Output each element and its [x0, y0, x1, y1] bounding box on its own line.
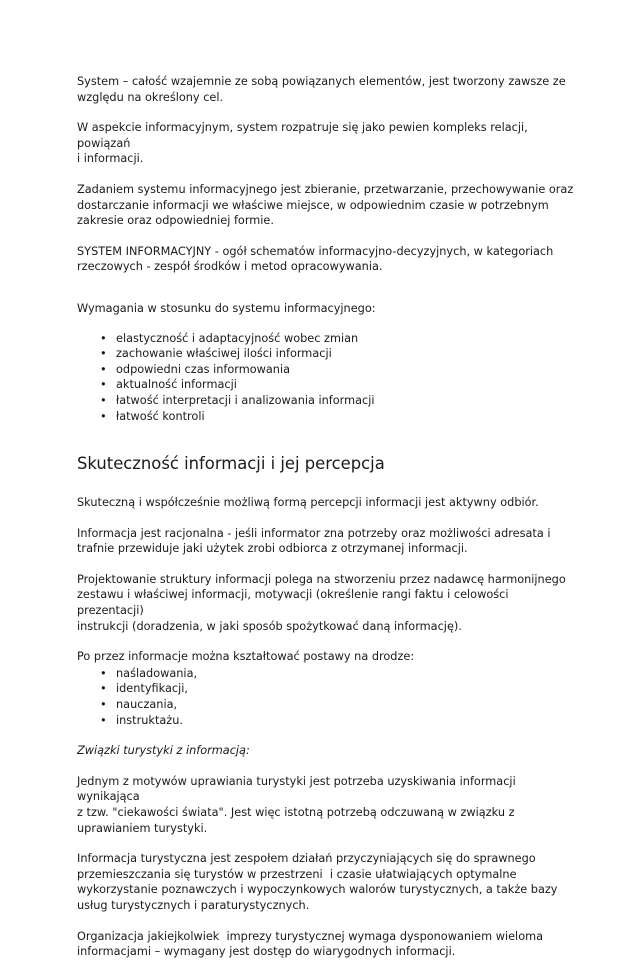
paragraph-requirements-intro: Wymagania w stosunku do systemu informacyjnego:: [77, 301, 376, 315]
list-item-text: łatwość kontroli: [116, 409, 205, 423]
requirements-list: [77, 331, 577, 425]
paragraph-information-system: SYSTEM INFORMACYJNY - ogół schematów informacyjno-decyzyjnych, w kategoriach rzeczowych - zespół środków i metod opracowywania.: [77, 244, 554, 274]
bullet-icon: •: [100, 378, 107, 392]
paragraph-attitudes-intro: Po przez informacje można kształtować postawy na drodze:: [77, 650, 415, 664]
list-item: [77, 697, 577, 713]
list-item-text: łatwość interpretacji i analizowania informacji: [116, 393, 375, 407]
list-item: [77, 346, 577, 362]
paragraph-information-aspect: W aspekcie informacyjnym, system rozpatruje się jako pewien kompleks relacji, powiązań i informacji.: [77, 121, 528, 166]
attitudes-list: [77, 666, 577, 728]
tourism-subheading: Związki turystyki z informacją:: [77, 744, 250, 758]
list-item-text: aktualność informacji: [116, 378, 237, 392]
bullet-icon: •: [100, 362, 107, 376]
list-item-text: identyfikacji,: [116, 682, 188, 696]
list-item: [77, 681, 577, 697]
section-heading: Skuteczność informacji i jej percepcja: [77, 454, 385, 474]
list-item-text: zachowanie właściwej ilości informacji: [116, 347, 332, 361]
list-item: [77, 393, 577, 409]
paragraph-information-structure: Projektowanie struktury informacji polega na stworzeniu przez nadawcę harmonijnego zestawu i właściwej informacji, motywacji (określenie rangi faktu i celowości prezentacji) instrukcji (doradzenia, w jaki sposób spożytkować daną informację).: [77, 572, 566, 633]
bullet-icon: •: [100, 698, 107, 712]
document-body: [77, 74, 577, 975]
paragraph-system-task: Zadaniem systemu informacyjnego jest zbieranie, przetwarzanie, przechowywanie oraz dostarczanie informacji we właściwe miejsce, w odpowiednim czasie w potrzebnym zakresie oraz odpowiedniej formie.: [77, 182, 574, 228]
bullet-icon: •: [100, 393, 107, 407]
list-item: [77, 666, 577, 682]
list-item-text: elastyczność i adaptacyjność wobec zmian: [116, 331, 359, 345]
bullet-icon: •: [100, 409, 107, 423]
paragraph-rational-information: Informacja jest racjonalna - jeśli informator zna potrzeby oraz możliwości adresata i trafnie przewiduje jaki użytek zrobi odbiorca z otrzymanej informacji.: [77, 526, 551, 556]
paragraph-event-organization: Organizacja jakiejkolwiek imprezy turystycznej wymaga dysponowaniem wieloma informacjami – wymagany jest dostęp do wiarygodnych informacji.: [77, 929, 544, 959]
bullet-icon: •: [100, 331, 107, 345]
paragraph-active-reception: Skuteczną i współcześnie możliwą formą percepcji informacji jest aktywny odbiór.: [77, 496, 539, 510]
list-item: [77, 331, 577, 347]
list-item: [77, 409, 577, 425]
list-item-text: naśladowania,: [116, 666, 198, 680]
list-item-text: odpowiedni czas informowania: [116, 362, 291, 376]
bullet-icon: •: [100, 666, 107, 680]
list-item: [77, 377, 577, 393]
bullet-icon: •: [100, 682, 107, 696]
paragraph-system-definition: System – całość wzajemnie ze sobą powiązanych elementów, jest tworzony zawsze ze względu na określony cel.: [77, 75, 566, 104]
list-item: [77, 362, 577, 378]
bullet-icon: •: [100, 713, 107, 727]
bullet-icon: •: [100, 347, 107, 361]
paragraph-tourist-information: Informacja turystyczna jest zespołem działań przyczyniających się do sprawnego przemieszczania się turystów w przestrzeni i czasie ułatwiających optymalne wykorzystanie poznawczych i wypoczynkowych walorów turystycznych, a także bazy usług turystycznych i paraturystycznych.: [77, 852, 558, 912]
list-item-text: instruktażu.: [116, 713, 183, 727]
list-item: [77, 713, 577, 729]
list-item-text: nauczania,: [116, 698, 178, 712]
paragraph-tourism-motive: Jednym z motywów uprawiania turystyki jest potrzeba uzyskiwania informacji wynikająca z tzw. "ciekawości świata". Jest więc istotną potrzebą odczuwaną w związku z uprawianiem turystyki.: [77, 774, 516, 835]
